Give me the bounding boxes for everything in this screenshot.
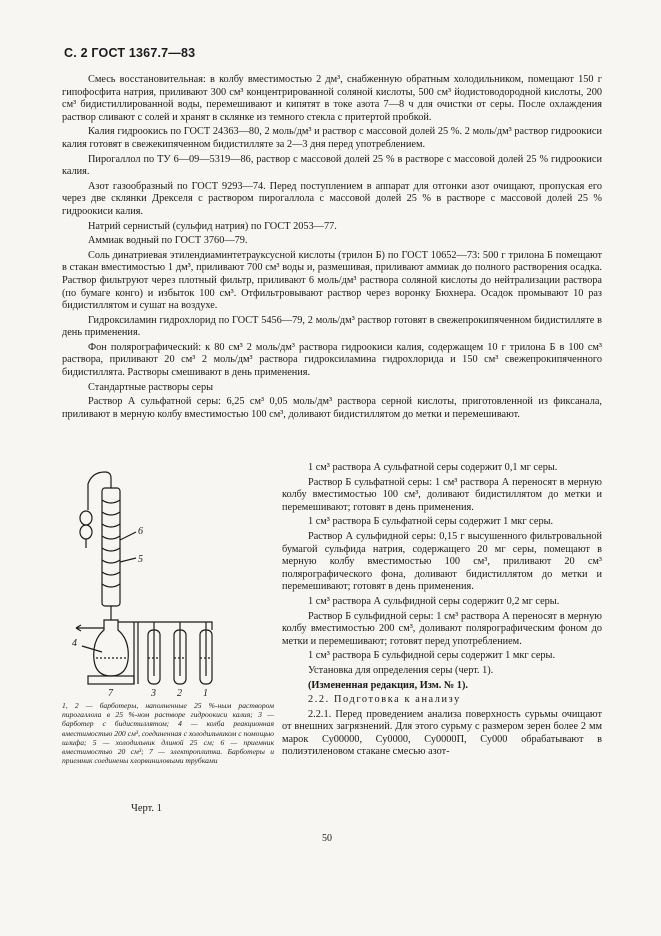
paragraph: Раствор Б сульфидной серы: 1 см³ раствора А переносят в мерную колбу вместимостью 200 см³, доливают полярографическим фоном до метки и перемешивают; готовят перед употреблением. <box>282 610 602 647</box>
gas-line <box>118 622 212 630</box>
condenser-tube <box>102 488 120 606</box>
paragraph: Натрий сернистый (сульфид натрия) по ГОСТ 2053—77. <box>88 220 337 232</box>
paragraph: 1 см³ раствора А сульфидной серы содержит 0,2 мг серы. <box>308 595 560 607</box>
paragraph: Раствор А сульфатной серы: 6,25 см³ 0,05 моль/дм³ раствора серной кислоты, приготовленной из фиксанала, приливают в мерную колбу вместимостью 100 см³, доливают бидистиллятом до метки и перемешивают. <box>62 396 602 420</box>
page-header: С. 2 ГОСТ 1367.7—83 <box>64 46 196 60</box>
paragraph: 1 см³ раствора Б сульфидной серы содержит 1 мкг серы. <box>308 650 556 662</box>
paragraph: Соль динатриевая этилендиаминтетрауксусной кислоты (трилон Б) по ГОСТ 10652—73: 500 г трилона Б помещают в стакан вместимостью 1 дм³, приливают 700 см³ воды и, размешивая, приливают аммиак до полного растворения осадка. Раствор фильтруют через плотный фильтр, приливают 6 моль/дм³ раствора соляной кислоты до нейтрализации раствора (по бумаге конго) и избыток 100 см³. Отфильтровывают раствор через воронку Бюхнера. Осадок промывают 10 раз бидистиллятом и сушат на воздухе. <box>62 249 602 312</box>
hot-plate <box>88 676 134 684</box>
label-2: 2 <box>177 688 182 699</box>
main-text <box>62 74 602 423</box>
paragraph: Установка для определения серы (черт. 1). <box>308 664 494 676</box>
right-column-text <box>282 462 602 761</box>
section-heading: 2.2. Подготовка к анализу <box>308 694 461 706</box>
label-5: 5 <box>138 554 143 565</box>
receiver-bulb <box>80 511 92 525</box>
paragraph: Азот газообразный по ГОСТ 9293—74. Перед поступлением в аппарат для отгонки азот очищают, пропуская его через две склянки Дрекселя с раствором пирогаллола с массовой долей 25 % в растворе с массовой долей 25 % гидроокиси калия. <box>62 180 602 217</box>
receiver-tube <box>88 472 111 510</box>
label-4: 4 <box>72 638 77 649</box>
paragraph: Фон полярографический: к 80 см³ 2 моль/дм³ раствора гидроокиси калия, содержащем 10 г трилона Б в 100 см³ раствора, приливают 20 см³ 2 моль/дм³ раствора гидроксиламина гидрохлорида и 150 см³ свежепрокипяченного бидистиллята. Растворы смешивают в день применения. <box>62 341 602 379</box>
paragraph: 1 см³ раствора А сульфатной серы содержит 0,1 мг серы. <box>308 462 558 473</box>
paragraph: 2.2.1. Перед проведением анализа поверхность сурьмы очищают от внешних загрязнений. Для этого сурьму с размером зерен более 2 мм марок Су00000, Су0000, Су0000П, Су000 обрабатывают в полиэтиленовом стакане смесью азот- <box>282 708 602 758</box>
figure-title: Черт. 1 <box>131 803 162 814</box>
apparatus-diagram <box>62 470 277 700</box>
page-number: 50 <box>322 833 332 844</box>
receiver-bulb <box>80 525 92 539</box>
paragraph: Калия гидроокись по ГОСТ 24363—80, 2 моль/дм³ и раствор с массовой долей 25 %. 2 моль/дм³ раствор гидроокиси калия готовят в свежекипяченном бидистилляте за 2—3 дня перед употреблением. <box>62 126 602 150</box>
figure-caption: 1, 2 — барботеры, наполненные 25 %-ным раствором пирогаллола в 25 %-ном растворе гидроокиси калия; 3 — барботер с бидистиллятом; 4 — колба реакционная вместимостью 200 см³, соединенная с холодильником с помощью шлифа; 5 — холодильник длиной 25 см; 6 — приемник вместимостью 20 см³; 7 — электроплитка. Барботеры и приемник соединены хлорвиниловыми трубками <box>62 701 274 766</box>
paragraph: Гидроксиламин гидрохлорид по ГОСТ 5456—79, 2 моль/дм³ раствор готовят в свежепрокипяченном бидистилляте в день применения. <box>62 314 602 339</box>
paragraph: Аммиак водный по ГОСТ 3760—79. <box>88 235 248 247</box>
paragraph: Смесь восстановительная: в колбу вместимостью 2 дм³, снабженную обратным холодильником, помещают 150 г гипофосфита натрия, приливают 300 см³ концентрированной соляной кислоты, 500 см³ йодистоводородной кислоты, 200 см³ бидистиллированной воды, перемешивают и кипятят в токе азота 7—8 ч для очистки от серы. После охлаждения раствор сливают с солей и хранят в склянке из темного стекла с притертой пробкой. <box>62 74 602 123</box>
label-7: 7 <box>108 688 113 699</box>
label-3: 3 <box>151 688 156 699</box>
paragraph: Стандартные растворы серы <box>88 381 214 393</box>
revision-note: (Измененная редакция, Изм. № 1). <box>308 679 468 691</box>
label-6: 6 <box>138 526 143 537</box>
paragraph: Раствор Б сульфатной серы: 1 см³ раствора А переносят в мерную колбу вместимостью 100 см³, доливают бидистиллятом до метки и перемешивают; готовят в день применения. <box>282 476 602 513</box>
label-1: 1 <box>203 688 208 699</box>
apparatus-figure <box>62 470 277 700</box>
condenser-bulbs <box>102 500 120 587</box>
paragraph: 1 см³ раствора Б сульфатной серы содержит 1 мкг серы. <box>308 516 554 528</box>
paragraph: Раствор А сульфидной серы: 0,15 г высушенного фильтровальной бумагой сульфида натрия, содержащего 20 мг серы, помещают в мерную колбу вместимостью 100 см³, приливают 20 см³ полярографического фона, доливают бидистиллятом до метки и перемешивают; готовят в день применения. <box>282 530 602 593</box>
paragraph: Пирогаллол по ТУ 6—09—5319—86, раствор с массовой долей 25 % в растворе с массовой долей 25 % гидроокиси калия. <box>62 153 602 178</box>
